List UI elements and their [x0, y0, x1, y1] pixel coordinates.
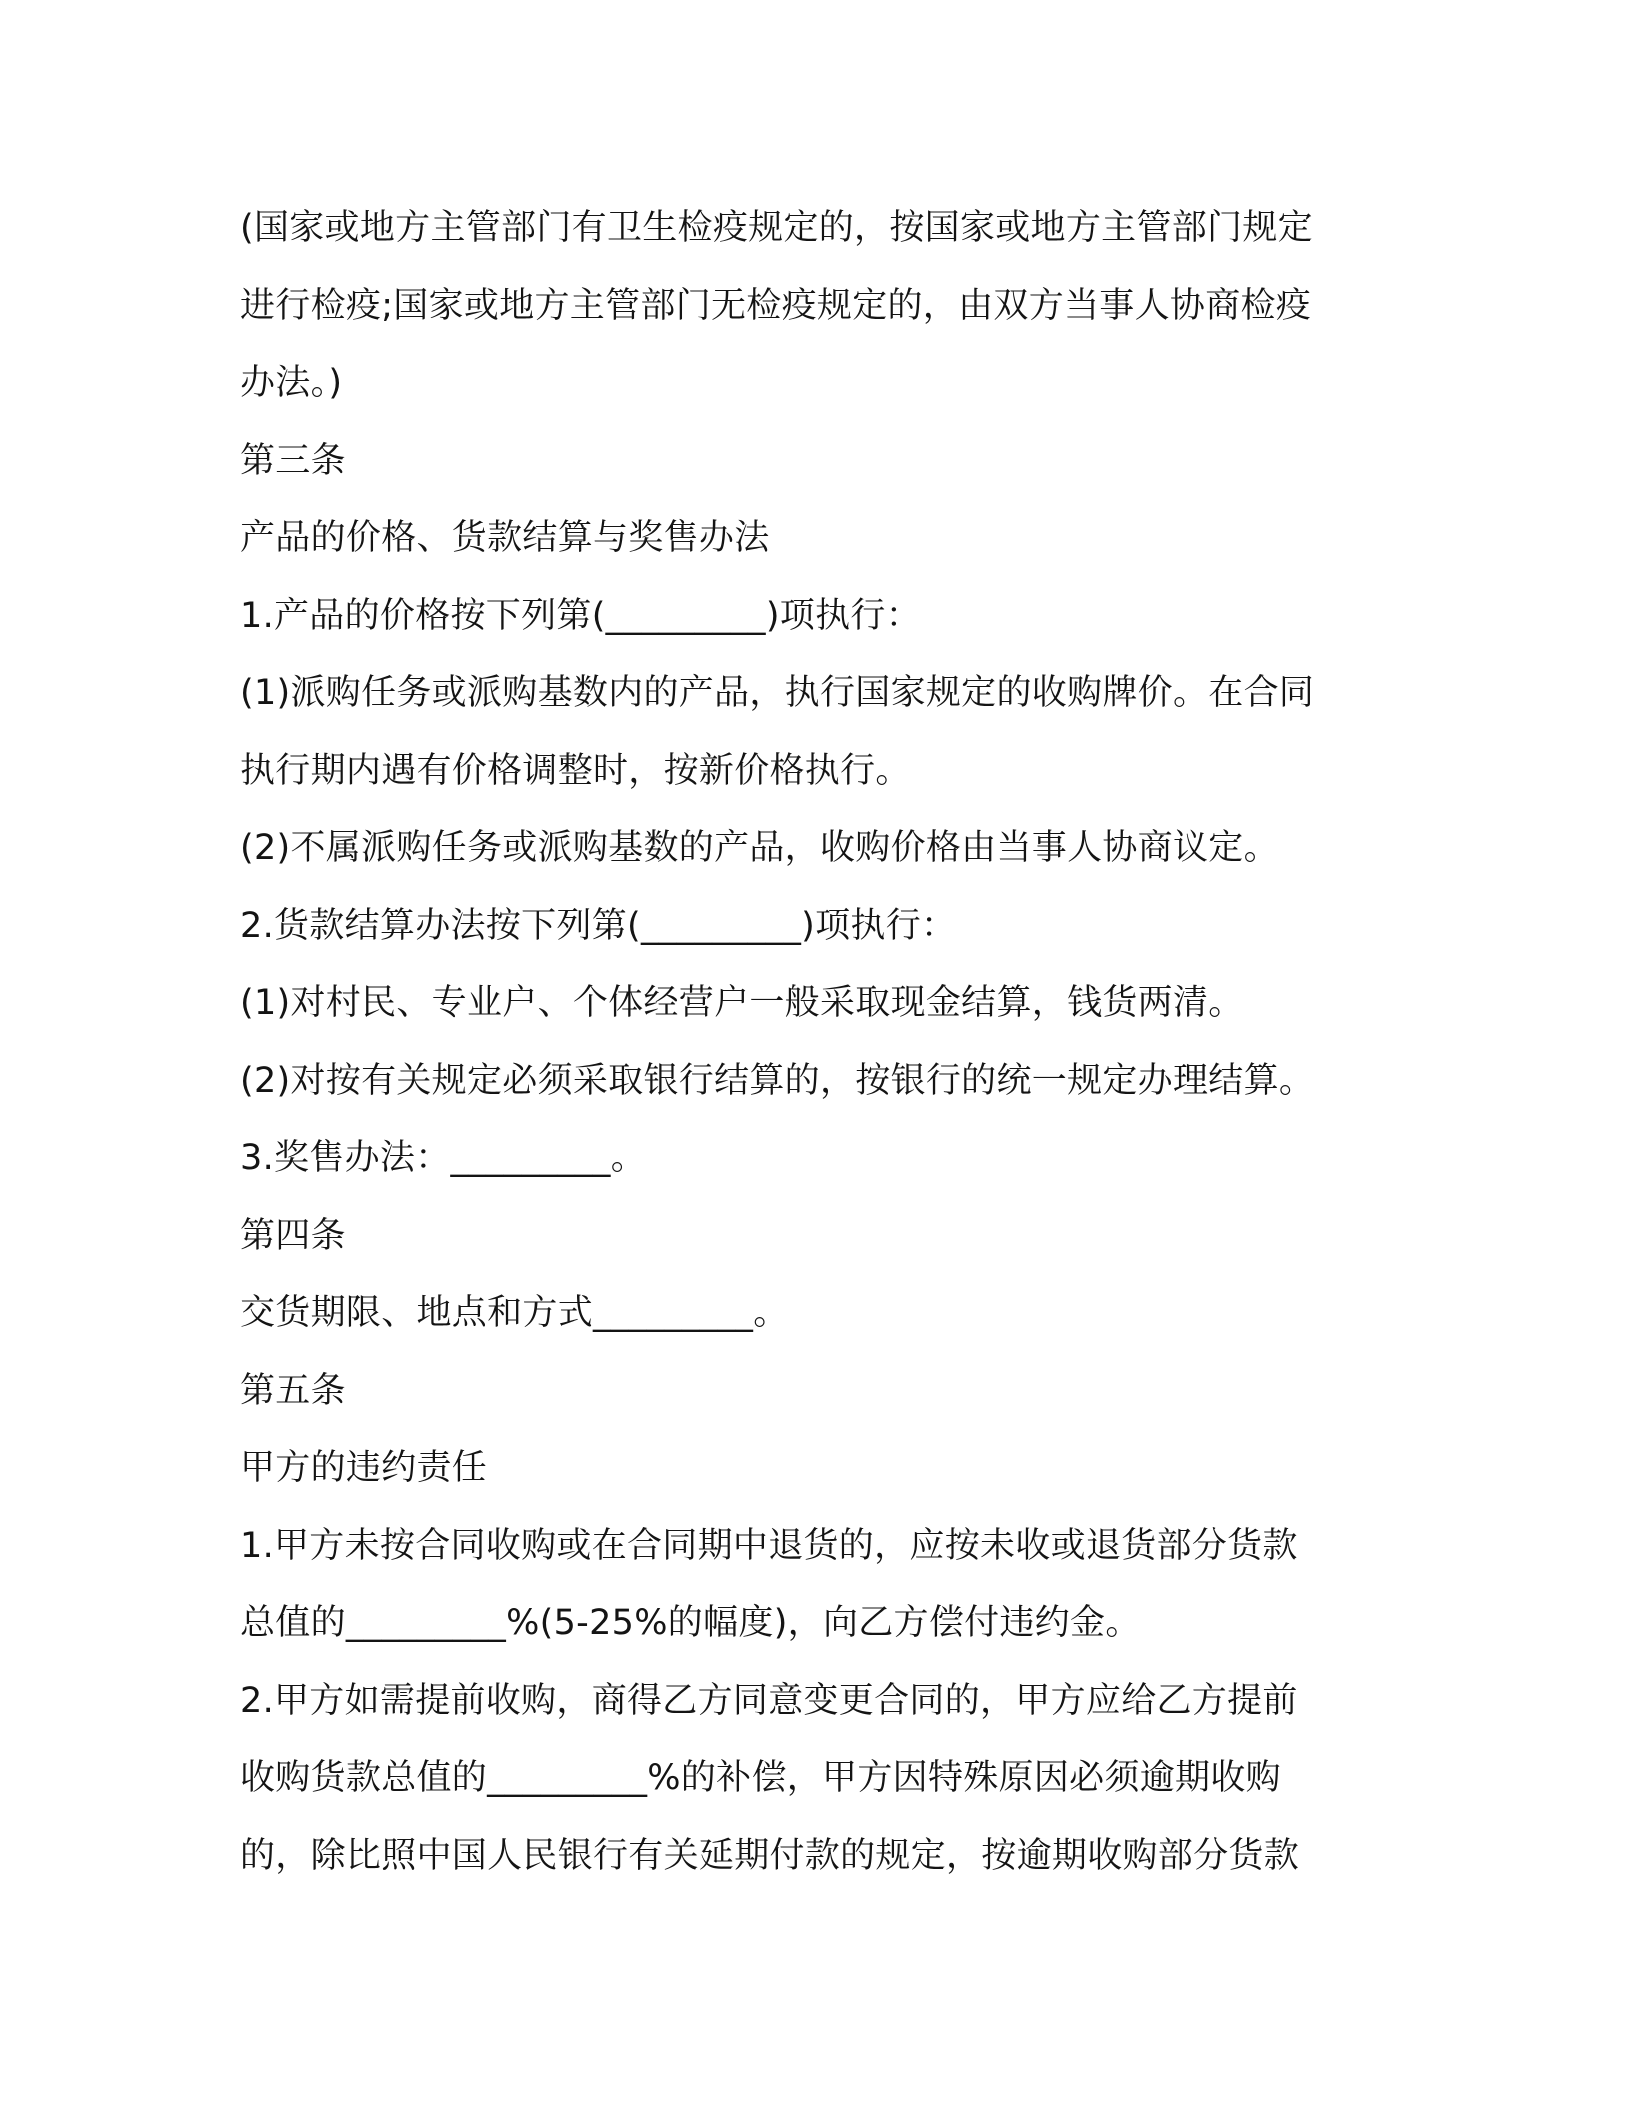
section-title: 产品的价格、货款结算与奖售办法: [240, 518, 770, 558]
text-line: 办法。): [240, 363, 343, 403]
text-line: 2.甲方如需提前收购，商得乙方同意变更合同的，甲方应给乙方提前: [240, 1680, 1298, 1721]
text-line: 收购货款总值的_________%的补偿，甲方因特殊原因必须逾期收购: [240, 1758, 1281, 1798]
text-line: 2.货款结算办法按下列第(_________)项执行：: [240, 905, 957, 946]
text-line: 的，除比照中国人民银行有关延期付款的规定，按逾期收购部分货款: [240, 1835, 1300, 1876]
text-line: (1)对村民、专业户、个体经营户一般采取现金结算，钱货两清。: [240, 983, 1244, 1023]
text-line: (1)派购任务或派购基数内的产品，执行国家规定的收购牌价。在合同: [240, 673, 1315, 713]
text-line: 1.产品的价格按下列第(_________)项执行：: [240, 595, 922, 636]
text-line: 1.甲方未按合同收购或在合同期中退货的，应按未收或退货部分货款: [240, 1525, 1298, 1566]
text-line: (2)不属派购任务或派购基数的产品，收购价格由当事人协商议定。: [240, 828, 1279, 868]
article-heading: 第三条: [240, 440, 346, 481]
text-line: 总值的_________%(5-25%的幅度)，向乙方偿付违约金。: [240, 1603, 1141, 1643]
text-line: 3.奖售办法：_________。: [240, 1138, 646, 1178]
document-body: [240, 190, 1380, 1895]
text-line: 进行检疫;国家或地方主管部门无检疫规定的，由双方当事人协商检疫: [240, 285, 1312, 326]
section-title: 甲方的违约责任: [240, 1448, 488, 1488]
article-heading: 第四条: [240, 1215, 346, 1256]
text-line: (国家或地方主管部门有卫生检疫规定的，按国家或地方主管部门规定: [240, 208, 1313, 248]
text-line: (2)对按有关规定必须采取银行结算的，按银行的统一规定办理结算。: [240, 1060, 1315, 1101]
text-line: 执行期内遇有价格调整时，按新价格执行。: [240, 750, 911, 791]
text-line: 交货期限、地点和方式_________。: [240, 1293, 789, 1333]
article-heading: 第五条: [240, 1370, 346, 1411]
